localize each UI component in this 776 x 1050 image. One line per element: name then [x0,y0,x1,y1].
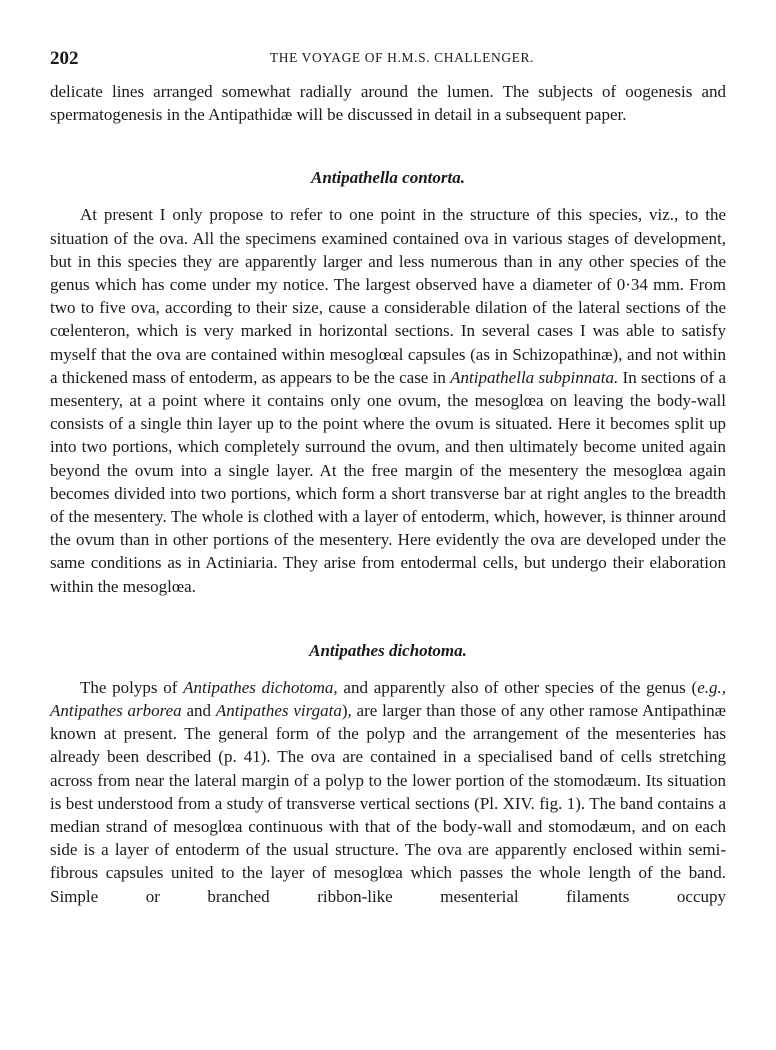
running-head [50,44,726,74]
paragraph-text: The polyps of [80,677,184,697]
paragraph-text: At present I only propose to refer to one point in the structure of this species, viz., to the situation of the ova. All the specimens examined contained ova in various stages of development, but in this species they are apparently larger and less numerous than in any other species of the genus which has come under my notice. The largest observed have a diameter of 0·34 mm. From two to five ova, according to their size, cause a considerable dilation of the lateral sections of the cœlenteron, which is very marked in horizontal sections. In several cases I was able to satisfy myself that the ova are contained within mesoglœal capsules (as in Schizopathinæ), and not within a thickened mass of entoderm, as appears to be the case in [50,205,726,387]
paragraph-continued: delicate lines arranged somewhat radially around the lumen. The subjects of oogenesis and spermatogenesis in the Antipathidæ will be discussed in detail in a subsequent paper. [50,82,726,125]
species-name-italic: Antipathes virgata [215,701,342,721]
paragraph-antipathella-contorta [50,203,726,597]
book-page [50,44,726,908]
species-name-italic: Antipathella subpinnata. [450,367,619,387]
running-title: THE VOYAGE OF H.M.S. CHALLENGER. [269,50,535,65]
section-title-antipathella-contorta: Antipathella contorta. [311,168,465,188]
species-name-italic: e.g., Antipathes arborea [50,677,727,721]
paragraph-text: ), are larger than those of any other ramose Antipathinæ known at present. The general form of the polyp and the arrangement of the mesenteries has already been described (p. 41). The ova are contained in a specialised band of cells stretching across from near the lateral margin of a polyp to the lower portion of the stomodæum. Its situation is best understood from a study of transverse vertical sections (Pl. XIV. fig. 1). The band contains a median strand of mesoglœa continuous with that of the body-wall and stomodæum, and on each side is a layer of entoderm of the usual structure. The ova are apparently enclosed within semi-fibrous capsules united to the layer of mesoglœa which passes the whole length of the band. Simple or branched ribbon-like mesenterial filaments occupy [50,701,726,906]
page-number: 202 [50,48,79,69]
paragraph-text: In sections of a mesentery, at a point where it contains only one ovum, the mesoglœa on leaving the body-wall consists of a single thin layer up to the point where the ovum is situated. Here it becomes split up into two portions, which completely surround the ovum, and then ultimately become united again beyond the ovum into a single layer. At the free margin of the mesentery the mesoglœa again becomes divided into two portions, which form a short transverse bar at right angles to the breadth of the mesentery. The whole is clothed with a layer of entoderm, which, however, is thinner around the ovum than in other portions of the mesentery. Here evidently the ova are developed under the same conditions as in Actiniaria. They arise from entodermal cells, but undergo their elaboration within the mesoglœa. [50,367,727,596]
section-title-antipathes-dichotoma: Antipathes dichotoma. [309,640,467,660]
paragraph-text: and apparently also of other species of the genus ( [337,677,698,697]
species-name-italic: Antipathes dichotoma, [183,677,338,697]
paragraph-antipathes-dichotoma [50,676,726,908]
paragraph-text: and [181,701,216,721]
